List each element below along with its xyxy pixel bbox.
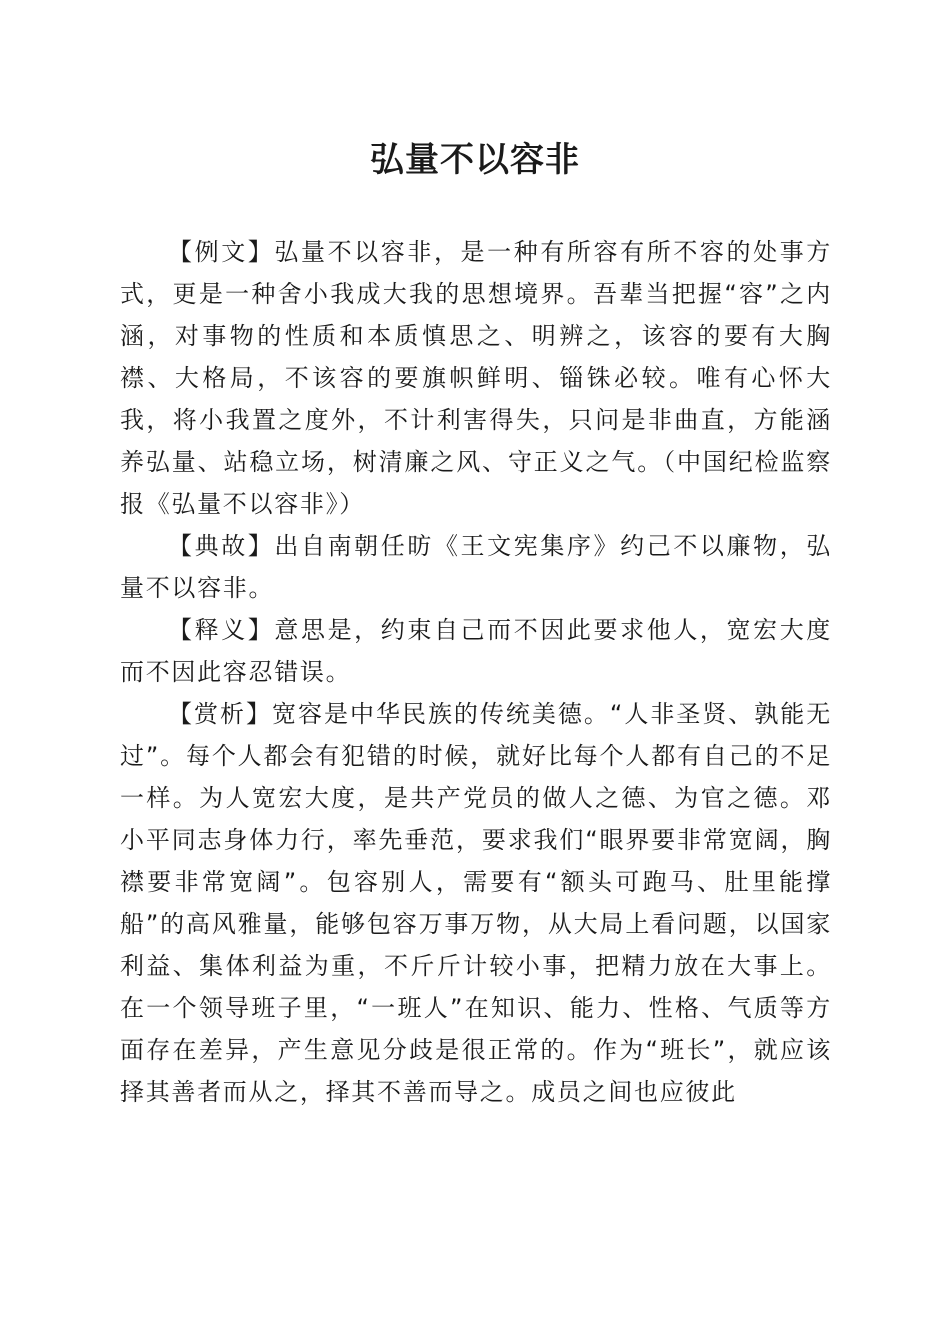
paragraph-example: 【例文】弘量不以容非，是一种有所容有所不容的处事方式，更是一种舍小我成大我的思想境界。吾辈当把握“容”之内涵，对事物的性质和本质慎思之、明辨之，该容的要有大胸襟、大格局，不该容的要旗帜鲜明、锱铢必较。唯有心怀大我，将小我置之度外，不计利害得失，只问是非曲直，方能涵养弘量、站稳立场，树清廉之风、守正义之气。（中国纪检监察报《弘量不以容非》） <box>120 238 832 518</box>
paragraph-interpretation: 【释义】意思是，约束自己而不因此要求他人，宽宏大度而不因此容忍错误。 <box>120 616 832 686</box>
paragraph-appreciation: 【赏析】宽容是中华民族的传统美德。“人非圣贤、孰能无过”。每个人都会有犯错的时候，就好比每个人都有自己的不足一样。为人宽宏大度，是共产党员的做人之德、为官之德。邓小平同志身体力行，率先垂范，要求我们“眼界要非常宽阔，胸襟要非常宽阔”。包容别人，需要有“额头可跑马、肚里能撑船”的高风雅量，能够包容万事万物，从大局上看问题，以国家利益、集体利益为重，不斤斤计较小事，把精力放在大事上。在一个领导班子里，“一班人”在知识、能力、性格、气质等方面存在差异，产生意见分歧是很正常的。作为“班长”，就应该择其善者而从之，择其不善而导之。成员之间也应彼此 <box>120 700 832 1106</box>
paragraph-allusion: 【典故】出自南朝任昉《王文宪集序》约己不以廉物，弘量不以容非。 <box>120 532 832 602</box>
document-body <box>120 231 832 1113</box>
page-title: 弘量不以容非 <box>370 140 580 180</box>
